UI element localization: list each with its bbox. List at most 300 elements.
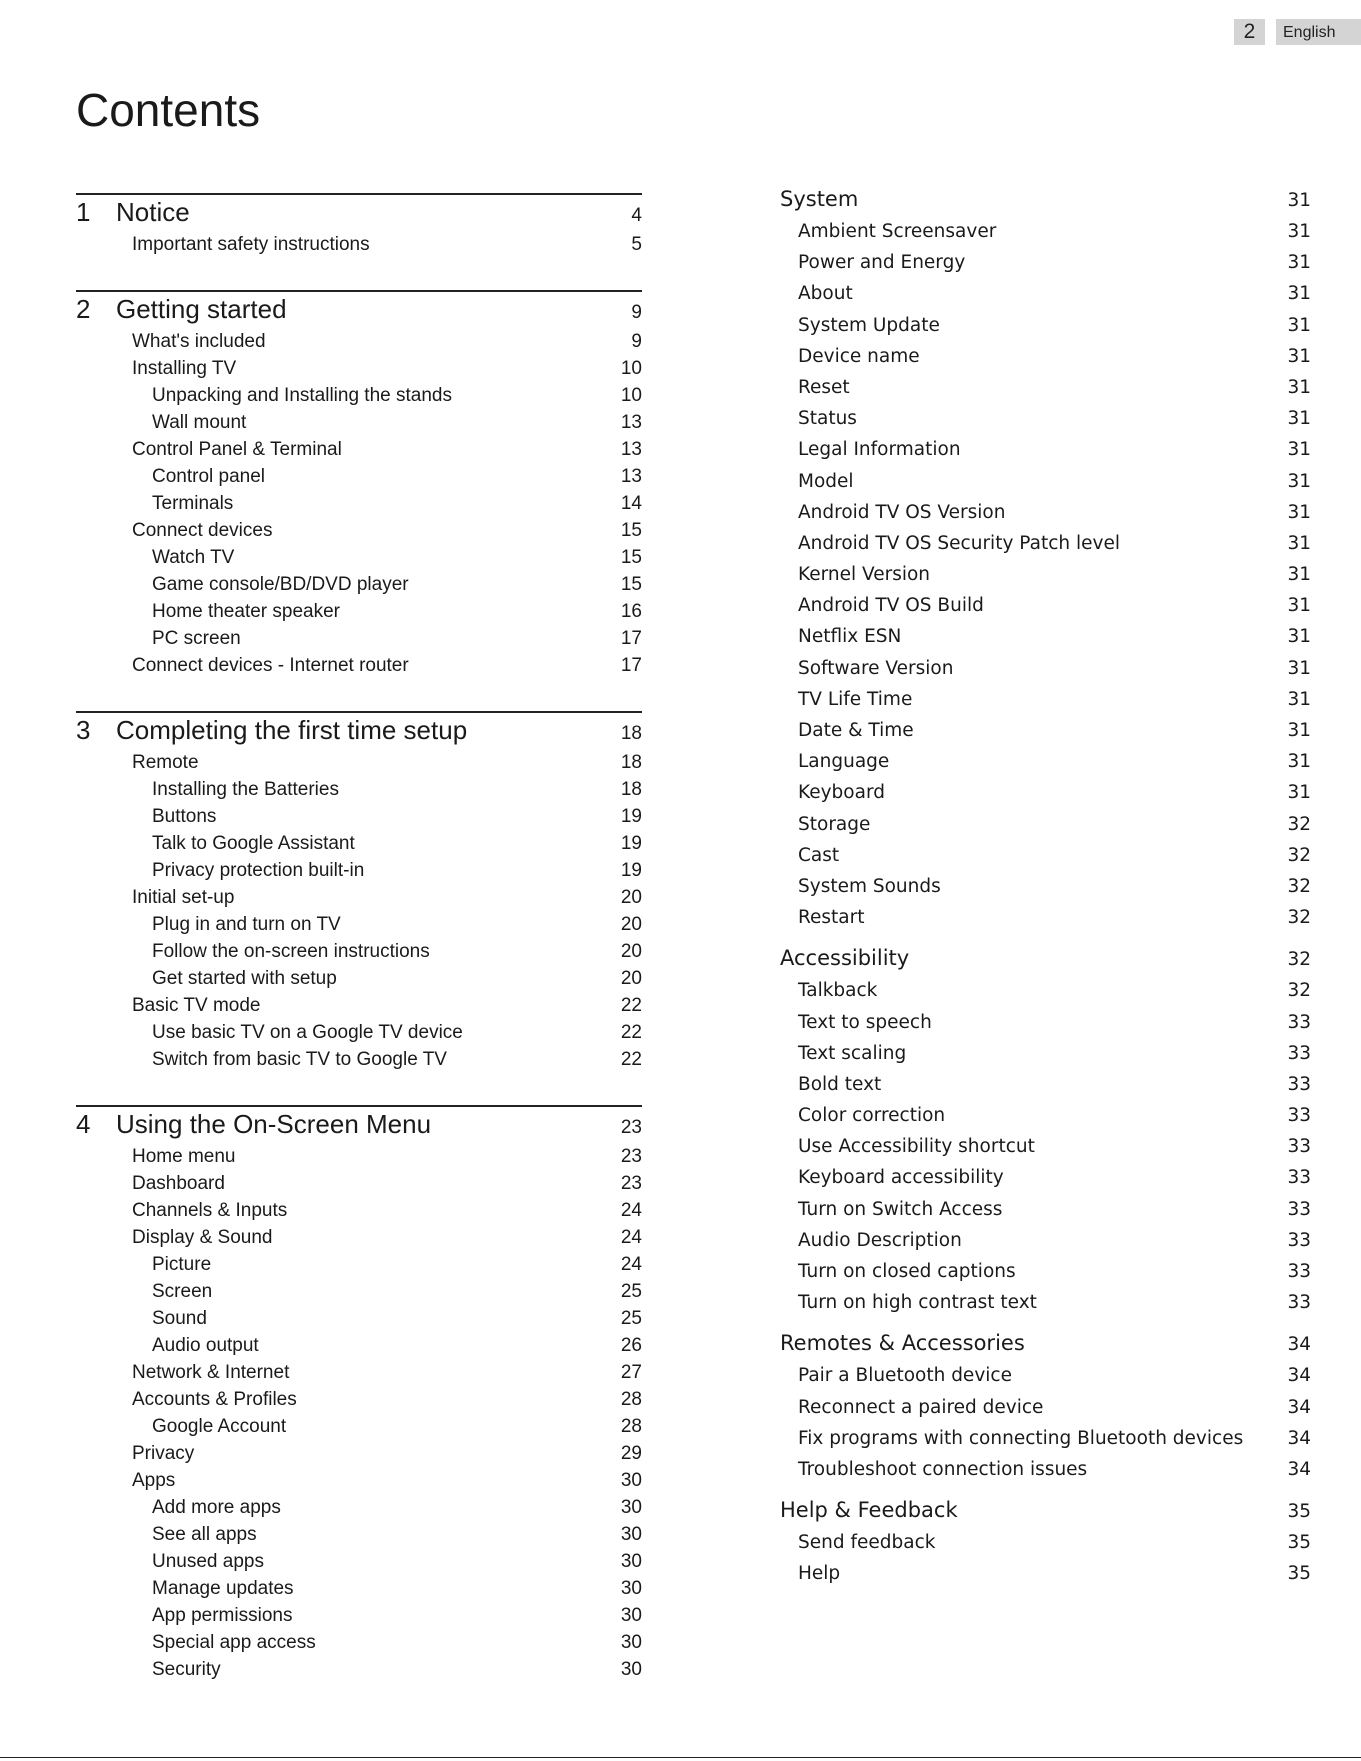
toc-entry-page: 10 [620, 385, 642, 406]
chapter-title: Getting started [116, 294, 287, 324]
toc-section [780, 942, 1311, 1318]
toc-entry[interactable] [76, 1548, 642, 1575]
toc-entry-title: Turn on high contrast text [798, 1292, 1037, 1314]
toc-entry[interactable] [780, 902, 1311, 933]
toc-entry-title: Troubleshoot connection issues [798, 1458, 1088, 1480]
toc-entry[interactable] [780, 216, 1311, 247]
toc-entry-page: 32 [1287, 813, 1311, 835]
toc-entry-title: Restart [798, 907, 865, 929]
toc-entry-page: 31 [1287, 657, 1311, 679]
section-heading[interactable] [780, 942, 1311, 975]
toc-entry[interactable] [76, 1170, 642, 1197]
toc-entry-title: Home menu [132, 1146, 236, 1167]
toc-entry-title: Software Version [798, 657, 954, 679]
toc-entry-title: Network & Internet [132, 1362, 290, 1383]
chapter-title: Notice [116, 197, 190, 227]
toc-entry-page: 31 [1287, 688, 1311, 710]
toc-entry-page: 19 [620, 833, 642, 854]
toc-entry-page: 30 [620, 1470, 642, 1491]
toc-entry[interactable] [780, 247, 1311, 278]
toc-entry[interactable] [780, 1038, 1311, 1069]
toc-entry[interactable] [780, 809, 1311, 840]
chapter-number: 2 [76, 294, 91, 324]
toc-entry-title: Cast [798, 844, 840, 866]
section-page-number: 32 [1287, 949, 1311, 971]
toc-entry-title: Help [798, 1563, 841, 1585]
toc-entry-title: Buttons [152, 806, 217, 827]
toc-entry-title: What's included [132, 331, 266, 352]
toc-entry[interactable] [76, 1386, 642, 1413]
toc-entry-page: 33 [1287, 1229, 1311, 1251]
toc-entry-page: 10 [620, 358, 642, 379]
toc-entry-page: 30 [620, 1578, 642, 1599]
toc-entry[interactable] [780, 1423, 1311, 1454]
toc-entry[interactable] [780, 746, 1311, 777]
toc-entry-title: Google Account [152, 1416, 287, 1437]
toc-entry-title: Installing the Batteries [152, 779, 339, 800]
toc-entry-title: Color correction [798, 1105, 946, 1127]
toc-entry-title: Get started with setup [152, 968, 337, 989]
toc-entry[interactable] [76, 1278, 642, 1305]
toc-entry-page: 24 [620, 1200, 642, 1221]
toc-entry[interactable] [780, 653, 1311, 684]
toc-entry-page: 17 [620, 655, 642, 676]
toc-entry-page: 31 [1287, 626, 1311, 648]
toc-entry-page: 31 [1287, 564, 1311, 586]
toc-entry[interactable] [780, 403, 1311, 434]
toc-entry-page: 31 [1287, 720, 1311, 741]
toc-entry-page: 28 [620, 1416, 642, 1437]
toc-entry[interactable] [780, 590, 1311, 621]
section-page-number: 34 [1287, 1334, 1311, 1356]
toc-entry-page: 34 [1287, 1396, 1311, 1418]
toc-entry-title: Netflix ESN [798, 626, 902, 648]
toc-entry[interactable] [76, 1359, 642, 1386]
toc-entry-page: 22 [620, 1049, 642, 1070]
toc-entry-page: 33 [1287, 1261, 1311, 1282]
toc-entry-page: 32 [1287, 907, 1311, 929]
toc-entry-page: 33 [1287, 1167, 1311, 1189]
toc-entry-title: Accounts & Profiles [132, 1389, 297, 1410]
toc-entry-title: System Sounds [798, 875, 941, 897]
toc-entry-title: Fix programs with connecting Bluetooth devices [798, 1427, 1244, 1449]
toc-entry[interactable] [76, 992, 642, 1019]
toc-entry-title: Ambient Screensaver [798, 221, 997, 242]
toc-entry-page: 20 [620, 914, 642, 935]
toc-entry-title: Control Panel & Terminal [132, 439, 342, 460]
toc-chapter [76, 193, 642, 258]
toc-entry-page: 31 [1287, 314, 1311, 336]
toc-entry[interactable] [76, 328, 642, 355]
toc-entry[interactable] [780, 1558, 1311, 1589]
section-title: Remotes & Accessories [780, 1331, 1025, 1356]
toc-entry[interactable] [76, 1251, 642, 1278]
toc-left-column [76, 193, 642, 1715]
toc-entry-title: TV Life Time [798, 688, 913, 710]
toc-entry-page: 24 [620, 1227, 642, 1248]
chapter-page-number: 4 [631, 205, 642, 226]
toc-entry-title: System Update [798, 314, 940, 336]
toc-entry[interactable] [76, 463, 642, 490]
toc-entry-page: 33 [1287, 1292, 1311, 1314]
toc-entry-title: Text to speech [798, 1011, 932, 1033]
toc-entry[interactable] [76, 1521, 642, 1548]
section-title: System [780, 187, 859, 211]
chapter-heading[interactable] [76, 292, 642, 328]
toc-entry[interactable] [780, 341, 1311, 372]
toc-entry-page: 9 [631, 331, 642, 352]
toc-entry-page: 30 [620, 1659, 642, 1680]
toc-entry[interactable] [76, 652, 642, 679]
toc-entry-title: Android TV OS Version [798, 501, 1006, 523]
toc-section [780, 1327, 1311, 1485]
toc-entry-page: 15 [620, 547, 642, 568]
toc-entry[interactable] [76, 776, 642, 803]
toc-entry-page: 18 [620, 752, 642, 773]
toc-entry-title: Plug in and turn on TV [152, 914, 341, 935]
toc-section [780, 183, 1311, 933]
toc-entry-page: 14 [620, 493, 642, 514]
toc-entry[interactable] [780, 975, 1311, 1006]
toc-entry-page: 20 [620, 941, 642, 962]
toc-entry-title: Switch from basic TV to Google TV [152, 1049, 447, 1070]
toc-entry-title: Status [798, 408, 857, 430]
toc-entry-title: Privacy [132, 1443, 195, 1464]
toc-entry-title: Channels & Inputs [132, 1200, 288, 1221]
toc-entry-page: 13 [620, 466, 642, 487]
section-heading[interactable] [780, 1327, 1311, 1360]
toc-entry-title: Game console/BD/DVD player [152, 574, 409, 595]
toc-entry-page: 32 [1287, 980, 1311, 1002]
language-badge: English [1276, 19, 1361, 45]
toc-entry-page: 31 [1287, 501, 1311, 523]
toc-entry[interactable] [780, 1194, 1311, 1225]
toc-entry-page: 30 [620, 1551, 642, 1572]
toc-entry-page: 28 [620, 1389, 642, 1410]
toc-entry[interactable] [780, 372, 1311, 403]
toc-entry[interactable] [76, 830, 642, 857]
toc-entry[interactable] [780, 497, 1311, 528]
toc-entry-page: 5 [631, 234, 642, 255]
toc-entry[interactable] [780, 871, 1311, 902]
toc-entry-title: Use Accessibility shortcut [798, 1136, 1035, 1158]
toc-entry[interactable] [780, 1454, 1311, 1485]
page-number-badge: 2 [1234, 19, 1265, 45]
toc-entry-title: Reconnect a paired device [798, 1396, 1044, 1418]
toc-entry[interactable] [76, 1305, 642, 1332]
toc-entry-title: Connect devices - Internet router [132, 655, 409, 676]
toc-entry-title: Unused apps [152, 1551, 264, 1572]
toc-entry[interactable] [76, 857, 642, 884]
toc-entry[interactable] [76, 884, 642, 911]
toc-entry[interactable] [76, 1019, 642, 1046]
toc-entry-title: Power and Energy [798, 252, 966, 274]
toc-entry-page: 30 [620, 1497, 642, 1518]
toc-entry[interactable] [76, 571, 642, 598]
toc-entry-title: Display & Sound [132, 1227, 273, 1248]
toc-entry[interactable] [76, 1197, 642, 1224]
toc-entry[interactable] [780, 1007, 1311, 1038]
toc-entry[interactable] [780, 434, 1311, 465]
toc-entry[interactable] [780, 715, 1311, 746]
toc-entry-page: 26 [620, 1335, 642, 1356]
toc-entry-page: 31 [1287, 751, 1311, 773]
toc-entry[interactable] [780, 777, 1311, 808]
toc-entry-title: Audio output [152, 1335, 259, 1356]
toc-entry[interactable] [76, 965, 642, 992]
toc-entry-title: Android TV OS Security Patch level [798, 532, 1120, 554]
toc-entry-page: 23 [620, 1146, 642, 1167]
toc-entry[interactable] [780, 1162, 1311, 1193]
toc-entry[interactable] [76, 490, 642, 517]
toc-entry-page: 31 [1287, 283, 1311, 305]
toc-entry-title: Date & Time [798, 720, 914, 741]
toc-entry[interactable] [780, 1256, 1311, 1287]
toc-entry-title: Turn on Switch Access [798, 1198, 1003, 1220]
toc-entry-title: Turn on closed captions [798, 1261, 1016, 1282]
chapter-number: 3 [76, 715, 91, 745]
toc-entry-title: Initial set-up [132, 887, 235, 908]
toc-entry-page: 31 [1287, 345, 1311, 367]
toc-entry-title: Use basic TV on a Google TV device [152, 1022, 463, 1043]
toc-entry[interactable] [76, 355, 642, 382]
toc-entry-title: Android TV OS Build [798, 595, 984, 617]
toc-entry-page: 23 [620, 1173, 642, 1194]
bottom-rule [0, 1757, 1361, 1758]
toc-entry-page: 25 [620, 1308, 642, 1329]
chapter-page-number: 9 [631, 302, 642, 323]
toc-right-column [780, 183, 1311, 1599]
toc-entry[interactable] [780, 310, 1311, 341]
toc-entry[interactable] [76, 1494, 642, 1521]
chapter-title: Using the On-Screen Menu [116, 1109, 432, 1139]
toc-entry-title: Privacy protection built-in [152, 860, 365, 881]
toc-entry-title: Storage [798, 813, 871, 835]
toc-entry-page: 33 [1287, 1011, 1311, 1033]
toc-entry-title: Bold text [798, 1073, 882, 1095]
toc-entry-page: 20 [620, 968, 642, 989]
toc-entry-title: Legal Information [798, 439, 961, 461]
toc-entry-title: PC screen [152, 628, 241, 649]
toc-entry[interactable] [76, 409, 642, 436]
toc-entry-title: Dashboard [132, 1173, 225, 1194]
toc-entry-title: Keyboard accessibility [798, 1167, 1004, 1189]
toc-entry[interactable] [76, 598, 642, 625]
toc-entry-page: 31 [1287, 408, 1311, 430]
toc-entry[interactable] [780, 1100, 1311, 1131]
toc-entry-title: About [798, 283, 853, 305]
toc-entry-title: Control panel [152, 466, 266, 487]
toc-entry-title: App permissions [152, 1605, 293, 1626]
toc-entry-title: Language [798, 751, 890, 773]
toc-entry-title: Reset [798, 376, 850, 398]
toc-entry-page: 29 [620, 1443, 642, 1464]
toc-entry-page: 31 [1287, 376, 1311, 398]
toc-entry-title: Picture [152, 1254, 212, 1275]
toc-entry-page: 24 [620, 1254, 642, 1275]
section-heading[interactable] [780, 1494, 1311, 1527]
toc-entry[interactable] [780, 1360, 1311, 1391]
toc-entry-title: Text scaling [798, 1042, 907, 1064]
toc-entry[interactable] [76, 1224, 642, 1251]
toc-entry[interactable] [76, 231, 642, 258]
toc-entry-title: Apps [132, 1470, 176, 1491]
chapter-number: 1 [76, 197, 91, 227]
toc-entry-title: Model [798, 470, 854, 492]
toc-entry[interactable] [76, 749, 642, 776]
toc-entry-title: Manage updates [152, 1578, 294, 1599]
toc-entry-title: Terminals [152, 493, 234, 514]
toc-entry-title: Follow the on-screen instructions [152, 941, 430, 962]
toc-entry[interactable] [76, 1440, 642, 1467]
toc-entry-title: Screen [152, 1281, 213, 1302]
toc-entry-title: Unpacking and Installing the stands [152, 385, 452, 406]
toc-entry-title: Kernel Version [798, 564, 931, 586]
toc-entry[interactable] [76, 625, 642, 652]
toc-entry-title: Security [152, 1659, 221, 1680]
chapter-heading[interactable] [76, 195, 642, 231]
toc-entry-page: 18 [620, 779, 642, 800]
toc-entry[interactable] [780, 1392, 1311, 1423]
chapter-page-number: 23 [620, 1117, 642, 1138]
toc-entry[interactable] [780, 621, 1311, 652]
chapter-page-number: 18 [620, 723, 642, 744]
toc-entry-title: Add more apps [152, 1497, 281, 1518]
toc-entry-title: See all apps [152, 1524, 257, 1545]
toc-entry-page: 32 [1287, 875, 1311, 897]
toc-entry-title: Remote [132, 752, 199, 773]
toc-entry[interactable] [780, 1527, 1311, 1558]
page-title: Contents [76, 83, 261, 136]
toc-entry[interactable] [76, 911, 642, 938]
toc-entry-page: 33 [1287, 1198, 1311, 1220]
toc-entry-page: 34 [1287, 1458, 1311, 1480]
toc-entry-page: 27 [620, 1362, 642, 1383]
toc-entry[interactable] [76, 938, 642, 965]
toc-entry-page: 30 [620, 1524, 642, 1545]
toc-entry[interactable] [76, 1467, 642, 1494]
toc-entry-title: Home theater speaker [152, 601, 340, 622]
toc-entry[interactable] [780, 840, 1311, 871]
toc-entry-page: 15 [620, 520, 642, 541]
toc-entry[interactable] [780, 466, 1311, 497]
toc-entry[interactable] [76, 1332, 642, 1359]
toc-entry-page: 32 [1287, 844, 1311, 866]
toc-entry-title: Talkback [798, 980, 878, 1002]
toc-entry-page: 22 [620, 1022, 642, 1043]
toc-entry-page: 25 [620, 1281, 642, 1302]
section-heading[interactable] [780, 183, 1311, 216]
toc-entry[interactable] [76, 803, 642, 830]
toc-entry[interactable] [76, 1413, 642, 1440]
toc-entry-page: 30 [620, 1632, 642, 1653]
toc-entry[interactable] [780, 1287, 1311, 1318]
chapter-heading[interactable] [76, 713, 642, 749]
toc-entry-page: 19 [620, 806, 642, 827]
toc-entry-page: 15 [620, 574, 642, 595]
toc-entry-title: Connect devices [132, 520, 273, 541]
toc-entry-title: Audio Description [798, 1229, 962, 1251]
toc-entry-title: Talk to Google Assistant [152, 833, 355, 854]
toc-entry[interactable] [780, 1069, 1311, 1100]
toc-entry-title: Wall mount [152, 412, 247, 433]
toc-entry-page: 31 [1287, 595, 1311, 617]
toc-entry-page: 31 [1287, 221, 1311, 242]
toc-chapter [76, 711, 642, 1073]
toc-entry-title: Pair a Bluetooth device [798, 1365, 1012, 1387]
toc-entry[interactable] [780, 684, 1311, 715]
chapter-heading[interactable] [76, 1107, 642, 1143]
toc-entry[interactable] [76, 544, 642, 571]
section-page-number: 35 [1287, 1501, 1311, 1523]
section-title: Accessibility [780, 946, 910, 971]
toc-entry-title: Special app access [152, 1632, 316, 1653]
toc-entry[interactable] [76, 1602, 642, 1629]
toc-entry[interactable] [780, 559, 1311, 590]
chapter-title: Completing the first time setup [116, 715, 468, 745]
toc-entry-page: 13 [620, 439, 642, 460]
toc-entry-page: 33 [1287, 1042, 1311, 1064]
toc-entry-title: Send feedback [798, 1532, 936, 1554]
toc-entry[interactable] [76, 382, 642, 409]
toc-entry[interactable] [76, 1656, 642, 1683]
toc-entry[interactable] [76, 1575, 642, 1602]
toc-entry-page: 22 [620, 995, 642, 1016]
toc-entry-title: Important safety instructions [132, 234, 370, 255]
toc-entry[interactable] [780, 1225, 1311, 1256]
toc-entry-page: 16 [620, 601, 642, 622]
toc-entry-page: 31 [1287, 782, 1311, 804]
toc-entry-title: Basic TV mode [132, 995, 261, 1016]
toc-entry-page: 30 [620, 1605, 642, 1626]
toc-entry-page: 31 [1287, 439, 1311, 461]
toc-entry-page: 19 [620, 860, 642, 881]
toc-entry-page: 34 [1287, 1427, 1311, 1449]
toc-entry-page: 35 [1287, 1563, 1311, 1585]
toc-entry-title: Keyboard [798, 782, 885, 804]
toc-entry-page: 31 [1287, 252, 1311, 274]
toc-entry-title: Sound [152, 1308, 207, 1329]
toc-entry[interactable] [76, 517, 642, 544]
toc-entry-page: 31 [1287, 470, 1311, 492]
section-page-number: 31 [1287, 190, 1311, 211]
toc-entry[interactable] [780, 278, 1311, 309]
toc-entry-title: Installing TV [132, 358, 237, 379]
toc-entry[interactable] [76, 1046, 642, 1073]
toc-entry[interactable] [76, 1143, 642, 1170]
toc-entry-page: 20 [620, 887, 642, 908]
toc-entry-page: 31 [1287, 532, 1311, 554]
chapter-number: 4 [76, 1109, 91, 1139]
toc-entry[interactable] [76, 436, 642, 463]
toc-entry-page: 17 [620, 628, 642, 649]
toc-chapter [76, 1105, 642, 1683]
toc-chapter [76, 290, 642, 679]
toc-entry[interactable] [780, 1131, 1311, 1162]
toc-entry-title: Watch TV [152, 547, 235, 568]
toc-entry-page: 13 [620, 412, 642, 433]
toc-entry[interactable] [76, 1629, 642, 1656]
toc-entry-page: 33 [1287, 1136, 1311, 1158]
toc-entry-title: Device name [798, 345, 920, 367]
toc-entry-page: 33 [1287, 1073, 1311, 1095]
toc-entry-page: 34 [1287, 1365, 1311, 1387]
section-title: Help & Feedback [780, 1498, 958, 1523]
toc-entry-page: 33 [1287, 1105, 1311, 1127]
toc-section [780, 1494, 1311, 1589]
toc-entry[interactable] [780, 528, 1311, 559]
toc-entry-page: 35 [1287, 1532, 1311, 1554]
